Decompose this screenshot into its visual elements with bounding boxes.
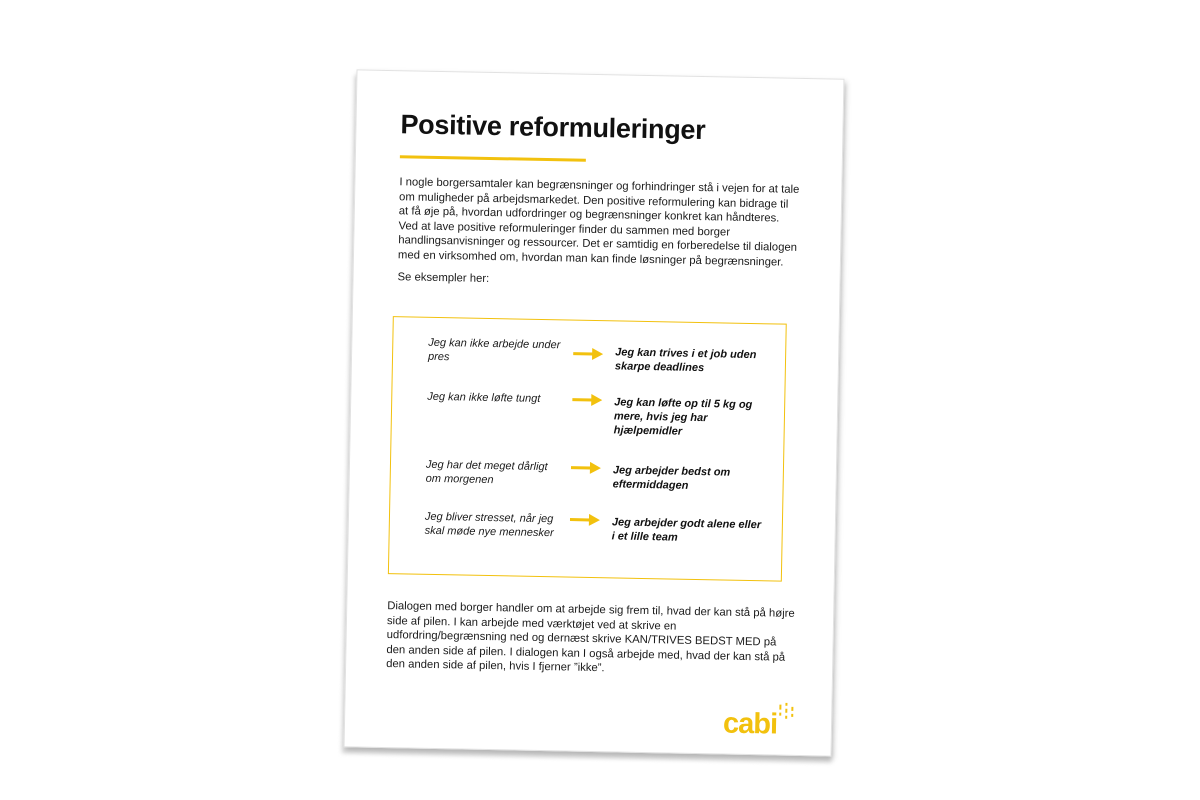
examples-box xyxy=(388,316,787,582)
example-limitation: Jeg har det meget dårligt om morgenen xyxy=(425,458,548,487)
example-row xyxy=(390,509,782,544)
example-row xyxy=(392,389,784,438)
example-reformulation: Jeg kan trives i et job uden skarpe deadlines xyxy=(614,346,757,375)
page-title: Positive reformuleringer xyxy=(400,109,706,146)
example-reformulation: Jeg arbejder bedst om eftermiddagen xyxy=(612,464,731,492)
example-limitation: Jeg kan ikke arbejde under pres xyxy=(427,336,561,364)
example-row xyxy=(391,457,783,492)
arrow-right-icon xyxy=(572,394,602,407)
arrow-right-icon xyxy=(573,348,603,361)
arrow-right-icon xyxy=(571,462,601,475)
cabi-logo: cabi xyxy=(722,707,778,741)
arrow-right-icon xyxy=(570,514,600,527)
example-row xyxy=(393,335,785,375)
intro-paragraph: I nogle borgersamtaler kan begrænsninger og forhindringer stå i vejen for at tale om muligheder på arbejdsmarkedet. Den positive reformulering kan bidrage til at få øje på, hvordan udfordringer og begrænsninger konkret kan håndteres. Ved at lave positive reformuleringer finder du sammen med borger handlingsanvisninger og ressourcer. Det er samtidig en forberedelse til dialogen med en virksomhed om, hvordan man kan finde løsninger på begrænsninger. xyxy=(397,176,800,269)
title-underline xyxy=(400,155,586,162)
document-page xyxy=(344,69,845,756)
logo-marks-icon xyxy=(777,703,798,733)
example-limitation: Jeg bliver stresset, når jeg skal møde nye mennesker xyxy=(424,510,554,540)
example-limitation: Jeg kan ikke løfte tungt xyxy=(427,390,541,405)
example-reformulation: Jeg arbejder godt alene eller i et lille team xyxy=(611,516,762,544)
outro-paragraph: Dialogen med borger handler om at arbejde sig frem til, hvad der kan stå på højre side af pilen. I kan arbejde med værktøjet ved at skrive en udfordring/begrænsning ned og dernæst skrive KAN/TRIVES BEDST MED på den anden side af pilen. I dialogen kan I også arbejde med, hvad der kan stå på den anden side af pilen, hvis I fjerner ”ikke”. xyxy=(386,600,795,675)
examples-label: Se eksempler her: xyxy=(397,271,490,285)
example-reformulation: Jeg kan løfte op til 5 kg og mere, hvis jeg har hjælpemidler xyxy=(613,396,753,438)
